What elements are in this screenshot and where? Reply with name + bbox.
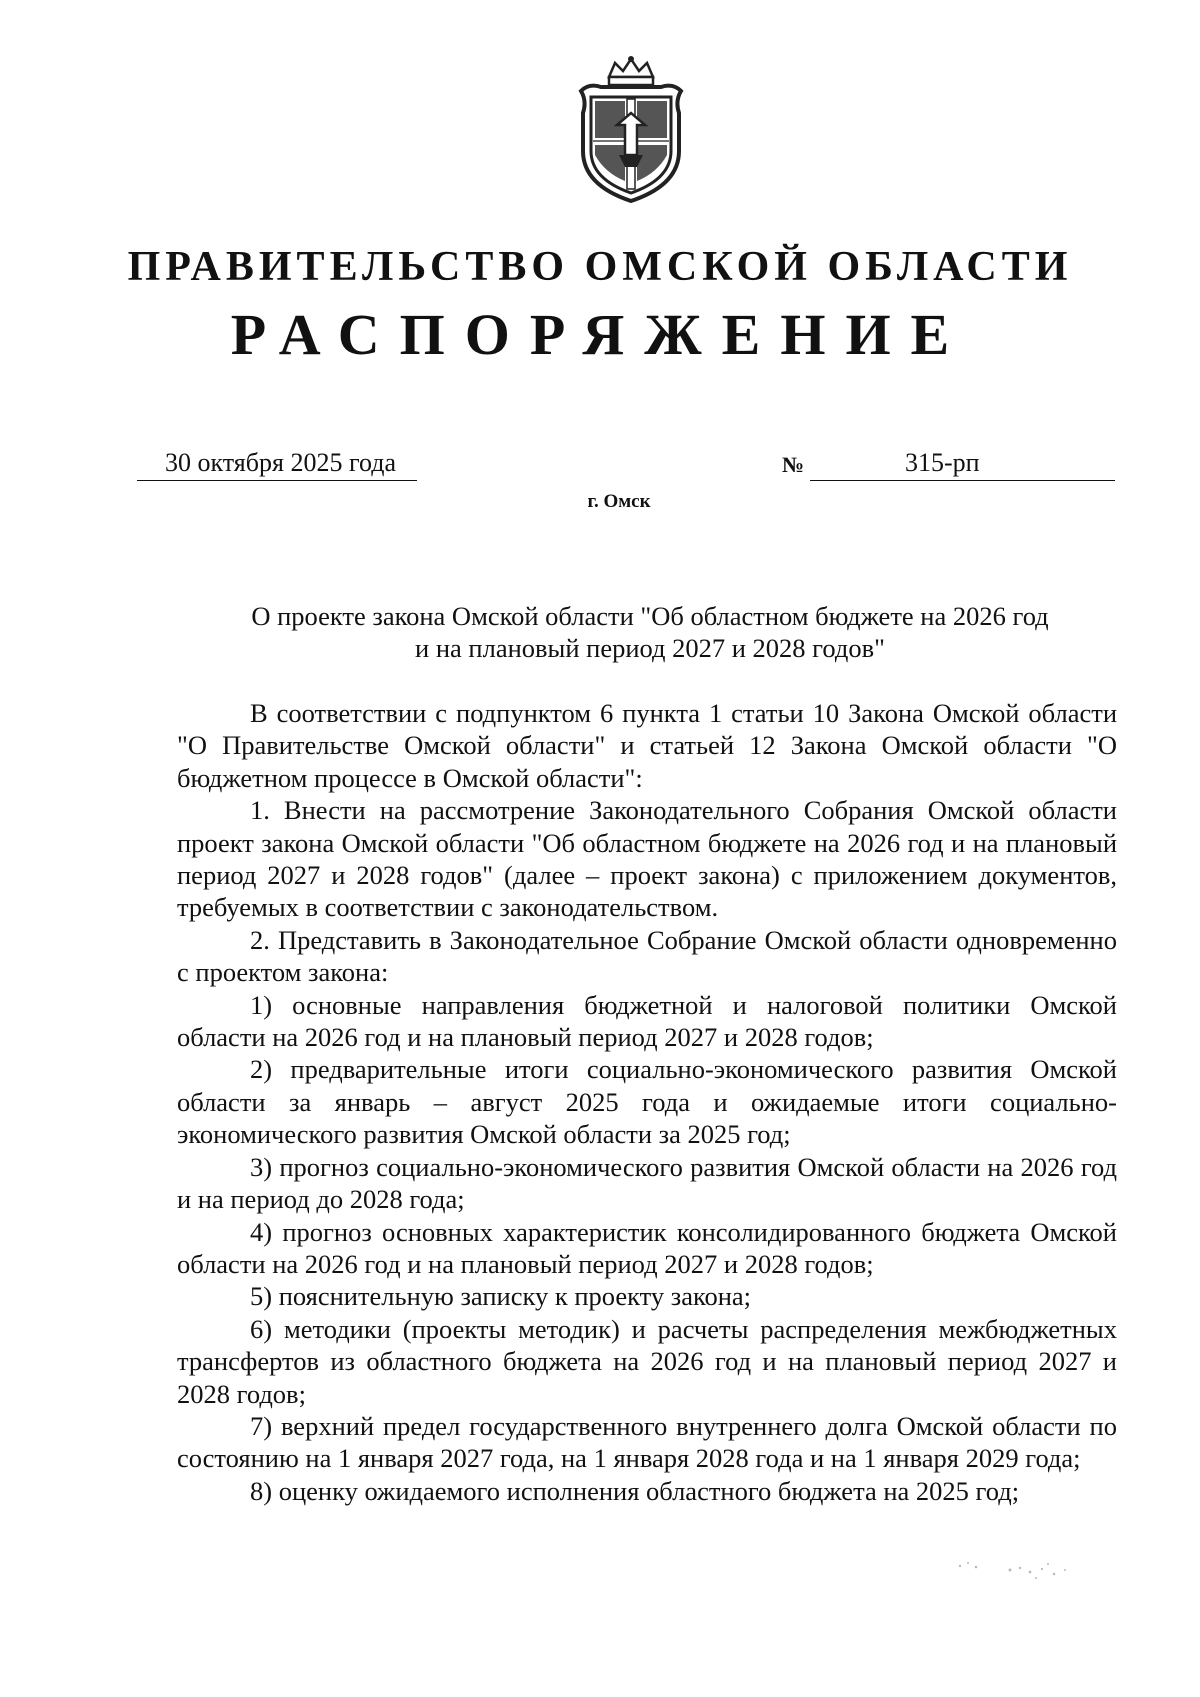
clause-1-paragraph: 1. Внести на рассмотрение Законодательного Собрания Омской области проект закона Омской области "Об областном бюджете на 2026 год и на плановый период 2027 и 2028 годов" (далее – проект закона) с приложением документов, требуемых в соответствии с законодательством. bbox=[177, 795, 1117, 923]
coat-of-arms-icon bbox=[571, 55, 691, 205]
subclause-4-paragraph: 4) прогноз основных характеристик консолидированного бюджета Омской области на 2026 год и на плановый период 2027 и 2028 годов; bbox=[177, 1216, 1117, 1279]
faint-stamp-mark bbox=[950, 1548, 1080, 1588]
subclause-2-paragraph: 2) предварительные итоги социально-экономического развития Омской области за январь – август 2025 года и ожидаемые итоги социально-экономического развития Омской области за 2025 год; bbox=[177, 1054, 1117, 1150]
document-body bbox=[177, 697, 1117, 1507]
subject-line-2: и на плановый период 2027 и 2028 годов" bbox=[415, 633, 885, 663]
subclause-8-paragraph: 8) оценку ожидаемого исполнения областного бюджета на 2025 год; bbox=[250, 1475, 1020, 1506]
subclause-6-paragraph: 6) методики (проекты методик) и расчеты распределения межбюджетных трансфертов из областного бюджета на 2026 год и на плановый период 2027 и 2028 годов; bbox=[177, 1313, 1117, 1409]
document-date: 30 октября 2025 года bbox=[137, 446, 417, 481]
preamble-paragraph: В соответствии с подпунктом 6 пункта 1 статьи 10 Закона Омской области "О Правительстве Омской области" и статьей 12 Закона Омской области "О бюджетном процессе в Омской области": bbox=[177, 698, 1117, 793]
subclause-3-paragraph: 3) прогноз социально-экономического развития Омской области на 2026 год и на период до 2028 года; bbox=[177, 1151, 1117, 1215]
organization-title: ПРАВИТЕЛЬСТВО ОМСКОЙ ОБЛАСТИ bbox=[127, 244, 1073, 290]
clause-2-paragraph: 2. Представить в Законодательное Собрание Омской области одновременно с проектом закона: bbox=[177, 924, 1117, 988]
document-number: 315-рп bbox=[810, 446, 1115, 481]
subclause-1-paragraph: 1) основные направления бюджетной и налоговой политики Омской области на 2026 год и на плановый период 2027 и 2028 годов; bbox=[177, 989, 1117, 1053]
subclause-5-paragraph: 5) пояснительную записку к проекту закона; bbox=[250, 1281, 752, 1312]
subclause-7-paragraph: 7) верхний предел государственного внутреннего долга Омской области по состоянию на 1 января 2027 года, на 1 января 2028 года и на 1 января 2029 года; bbox=[177, 1410, 1117, 1474]
document-type-heading: РАСПОРЯЖЕНИЕ bbox=[230, 302, 970, 367]
city-label: г. Омск bbox=[587, 491, 651, 512]
number-sign: № bbox=[782, 452, 805, 477]
document-subject bbox=[165, 600, 1135, 664]
subject-line-1: О проекте закона Омской области "Об областном бюджете на 2026 год bbox=[251, 601, 1049, 631]
